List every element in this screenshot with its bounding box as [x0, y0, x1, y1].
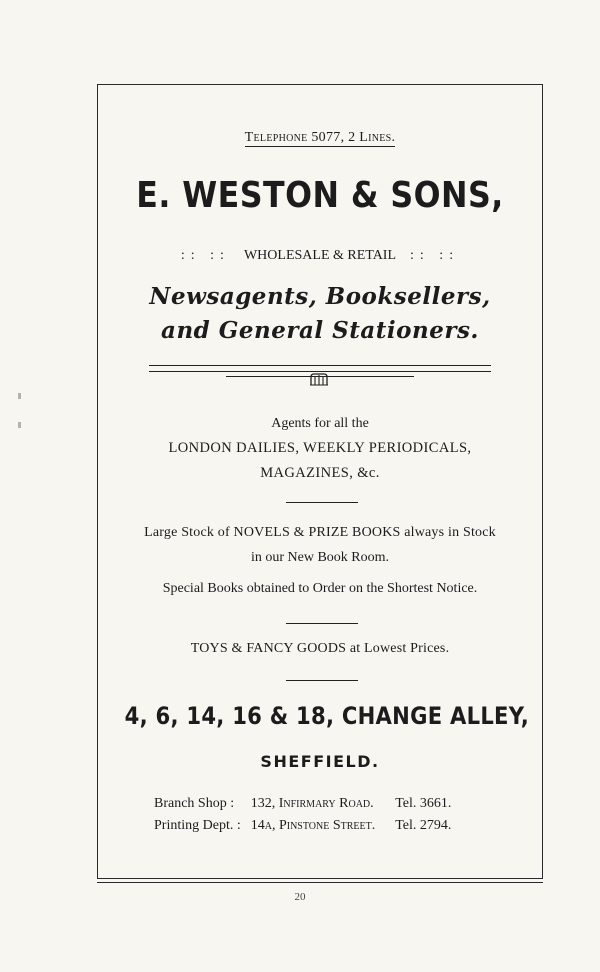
margin-mark — [18, 422, 21, 428]
trades-line-2: and General Stationers. — [161, 317, 479, 344]
trades-line-1: Newsagents, Booksellers, — [149, 283, 491, 310]
branch-address: 132, Infirmary Road. — [250, 796, 374, 811]
section-rule — [286, 502, 358, 503]
margin-mark — [18, 393, 21, 399]
ornament-icon — [310, 373, 328, 386]
agents-line: Agents for all the — [271, 416, 369, 431]
branch-telephone: Tel. 2794. — [395, 818, 452, 833]
dailies-line: LONDON DAILIES, WEEKLY PERIODICALS, — [168, 440, 472, 456]
telephone-line — [98, 130, 542, 146]
page-number: 20 — [294, 891, 306, 903]
toys-line: TOYS & FANCY GOODS at Lowest Prices. — [190, 641, 450, 656]
firm-name: E. WESTON & SONS, — [136, 175, 504, 216]
street-address: 4, 6, 14, 16 & 18, CHANGE ALLEY, — [124, 702, 530, 730]
colon-ornament-left: :: :: — [180, 248, 230, 263]
novels-line: Large Stock of NOVELS & PRIZE BOOKS always in Stock — [144, 525, 496, 540]
branch-table — [154, 794, 455, 838]
branch-telephone: Tel. 3661. — [395, 796, 452, 811]
book-room-line: in our New Book Room. — [250, 550, 390, 565]
section-rule — [286, 623, 358, 624]
trade-line — [98, 248, 542, 264]
branch-label: Branch Shop : — [154, 796, 235, 811]
colon-ornament-right: :: :: — [410, 248, 460, 263]
telephone-text: Telephone 5077, 2 Lines. — [244, 130, 396, 145]
trade-text: WHOLESALE & RETAIL — [243, 248, 397, 263]
magazines-line: MAGAZINES, &c. — [260, 465, 380, 481]
branch-row — [154, 816, 455, 838]
branch-label: Printing Dept. : — [154, 818, 241, 833]
city-name: SHEFFIELD. — [260, 752, 380, 771]
section-rule — [286, 680, 358, 681]
branch-row — [154, 794, 455, 816]
double-rule-divider — [149, 365, 491, 372]
special-books-line: Special Books obtained to Order on the Shortest Notice. — [162, 581, 478, 596]
branch-address: 14a, Pinstone Street. — [250, 818, 376, 833]
advertisement-frame — [97, 84, 543, 879]
